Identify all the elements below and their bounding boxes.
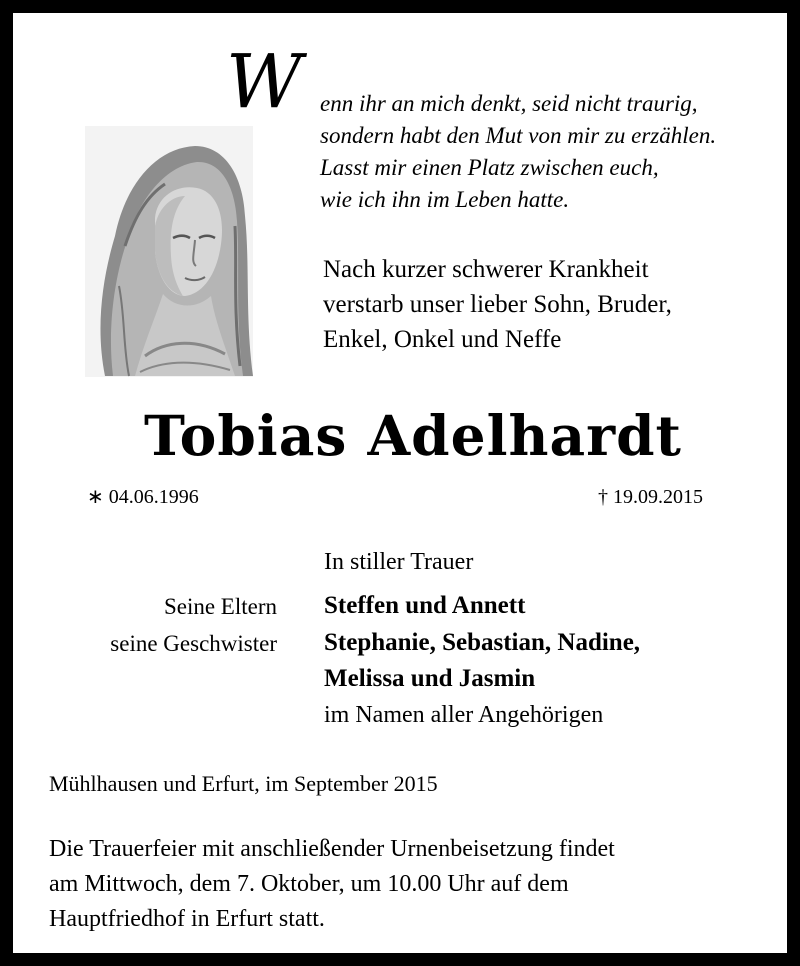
siblings-label: seine Geschwister (110, 631, 277, 656)
death-date: † 19.09.2015 (598, 486, 703, 508)
funeral-details (49, 832, 789, 937)
madonna-image (85, 126, 253, 377)
announcement-line: Nach kurzer schwerer Krankheit (323, 256, 649, 283)
poem-initial-letter: W (226, 39, 301, 125)
poem-line: Lasst mir einen Platz zwischen euch, (320, 155, 659, 180)
place-and-date: Mühlhausen und Erfurt, im September 2015 (49, 771, 438, 796)
announcement-line: verstarb unser lieber Sohn, Bruder, (323, 291, 672, 318)
poem-line: wie ich ihn im Leben hatte. (320, 187, 570, 212)
siblings-names: Stephanie, Sebastian, Nadine, (324, 629, 641, 656)
parents-label: Seine Eltern (163, 594, 277, 619)
announcement-line: Enkel, Onkel und Neffe (323, 326, 562, 353)
poem-line: sondern habt den Mut von mir zu erzählen. (320, 123, 717, 148)
announcement-text (323, 252, 672, 357)
funeral-details-line: Die Trauerfeier mit anschließender Urnenbeisetzung findet (49, 836, 615, 862)
funeral-details-line: am Mittwoch, dem 7. Oktober, um 10.00 Uhr auf dem (49, 871, 569, 897)
funeral-details-line: Hauptfriedhof in Erfurt statt. (49, 906, 325, 932)
mourning-intro: In stiller Trauer (324, 549, 474, 575)
poem (320, 88, 716, 216)
poem-line: enn ihr an mich denkt, seid nicht traurig, (320, 91, 698, 116)
relatives-note: im Namen aller Angehörigen (324, 702, 604, 728)
birth-date: ∗ 04.06.1996 (87, 486, 199, 508)
siblings-names-continued: Melissa und Jasmin (324, 665, 536, 692)
deceased-name: Tobias Adelhardt (144, 403, 682, 468)
parents-names: Steffen und Annett (324, 592, 526, 619)
